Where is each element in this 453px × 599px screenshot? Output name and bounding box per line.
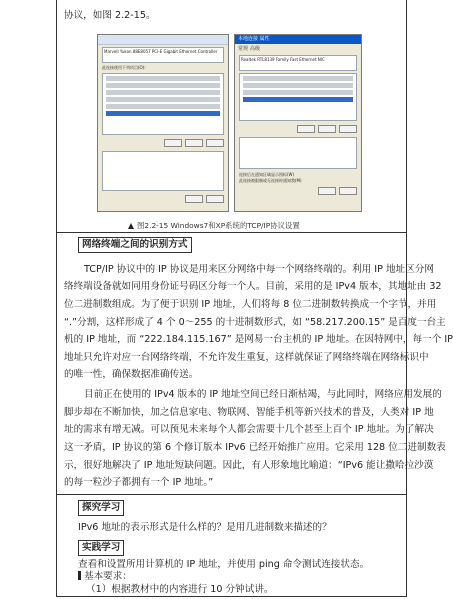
para2-line: 址的需求有增无减。可以预见未来每个人都会需要十几个甚至上百个 IP 地址。为了解决 <box>64 424 434 435</box>
dialog-titlebar <box>235 35 361 44</box>
properties-button <box>339 125 357 133</box>
para2-line: 这一矛盾，IP 协议的第 6 个修订版本 IPv6 已经开始推广应用。它采用 128 位二进制数表 <box>64 442 446 453</box>
caption-text: 图2.2-15 Windows7和XP系统的TCP/IP协议设置 <box>137 221 300 230</box>
para2-line: 脚步却在不断加快，加之信息家电、物联网、智能手机等新兴技术的普及，人类对 IP 地 <box>64 407 434 418</box>
uninstall-button <box>185 139 203 147</box>
properties-button <box>206 139 224 147</box>
list-item <box>106 90 220 95</box>
para1-line: 位二进制数组成。为了便于识别 IP 地址，人们将每 8 位二进制数转换成一个字节，并用 <box>64 299 437 310</box>
para1-line: 地址只允许对应一台网络终端，不允许发生重复，这样就保证了网络终端在网络标识中 <box>64 352 429 363</box>
ok-button <box>318 187 336 195</box>
para2-line: 示，很好地解决了 IP 地址短缺问题。因此，有人形象地比喻道：“IPv6 能让撒哈拉沙漠 <box>64 460 434 471</box>
checkbox-area <box>235 171 361 185</box>
list-item-selected <box>243 97 353 102</box>
requirements-text: 基本要求： <box>84 571 132 582</box>
requirements-label <box>78 571 132 583</box>
dialog-buttons-2 <box>98 193 228 205</box>
list-item <box>243 90 353 95</box>
section-divider <box>56 494 407 495</box>
description-box <box>239 137 357 169</box>
dialog-tabs <box>235 44 361 53</box>
dialog-buttons-1 <box>235 123 361 135</box>
requirement-1: （1）根据教材中的内容进行 10 分钟试讲。 <box>86 584 274 595</box>
items-heading: 此连接使用下列项目(O): <box>102 65 146 70</box>
intro-line: 协议，如图 2.2-15。 <box>64 10 156 21</box>
ok-button <box>185 195 203 203</box>
list-item <box>243 76 353 81</box>
items-list <box>102 73 224 135</box>
install-button <box>297 125 315 133</box>
cancel-button <box>206 195 224 203</box>
section-heading: 网络终端之间的识别方式 <box>78 237 192 253</box>
para2-line: 的每一粒沙子都拥有一个 IP 地址。” <box>64 477 214 488</box>
checkbox-notify: 此连接被限制或无连接时通知我(M) <box>239 178 302 183</box>
tab-general: 常规 <box>238 46 249 52</box>
list-item-selected <box>106 111 220 116</box>
para1-line: “.”分割，这样形成了 4 个 0～255 的十进制数形式，如 “58.217.200.15” 是百度一台主 <box>64 317 446 328</box>
list-item <box>106 83 220 88</box>
para1-line: 机的 IP 地址，而 “222.184.115.167” 是网易一台主机的 IP 地址。在因特网中，每一个 IP <box>64 334 453 345</box>
winxp-tcpip-dialog <box>234 34 362 212</box>
cancel-button <box>339 187 357 195</box>
adapter-box <box>239 55 357 71</box>
tab-advanced: 高级 <box>250 46 261 52</box>
explore-question: IPv6 地址的表示形式是什么样的？是用几进制数来描述的？ <box>78 522 332 533</box>
explore-heading: 探究学习 <box>78 500 124 516</box>
left-margin <box>0 0 56 599</box>
uninstall-button <box>318 125 336 133</box>
win7-tcpip-dialog <box>97 34 229 212</box>
dialog-buttons-2 <box>235 185 361 197</box>
install-button <box>164 139 182 147</box>
dialog-title: 本地连接 属性 <box>238 36 270 42</box>
dialog-buttons-1 <box>98 137 228 149</box>
checkbox-show-icon: 连接后在通知区域显示图标(W) <box>239 172 295 177</box>
adapter-name: Marvell Yukon 88E8057 PCI-E Gigabit Ethernet Controller <box>104 49 218 54</box>
para1-line: 络终端设备就如同用身份证号码区分每一个人。目前，采用的是 IPv4 版本，其地址由 32 <box>64 281 442 292</box>
para2-line: 目前正在使用的 IPv4 版本的 IP 地址空间已经日渐枯竭，与此同时，网络应用发展的 <box>84 389 442 400</box>
items-list <box>239 73 357 121</box>
list-item <box>106 76 220 81</box>
bullet-icon <box>78 571 81 580</box>
para1-line: TCP/IP 协议中的 IP 协议是用来区分网络中每一个网络终端的。利用 IP 地址区分网 <box>84 264 434 275</box>
adapter-name: Realtek RTL8139 Family Fast Ethernet NIC <box>241 57 325 62</box>
triangle-icon <box>128 223 134 229</box>
practice-heading: 实践学习 <box>78 540 124 556</box>
practice-task: 查看和设置所用计算机的 IP 地址，并使用 ping 命令测试连接状态。 <box>78 559 370 570</box>
list-item <box>106 97 220 102</box>
list-item <box>243 83 353 88</box>
dialog-titlebar <box>98 35 228 45</box>
section-divider <box>56 232 407 233</box>
description-box <box>102 151 224 191</box>
adapter-box <box>102 47 224 63</box>
figure-caption <box>128 220 300 231</box>
list-item <box>106 104 220 109</box>
para1-line: 的唯一性，确保数据准确传送。 <box>64 369 199 380</box>
